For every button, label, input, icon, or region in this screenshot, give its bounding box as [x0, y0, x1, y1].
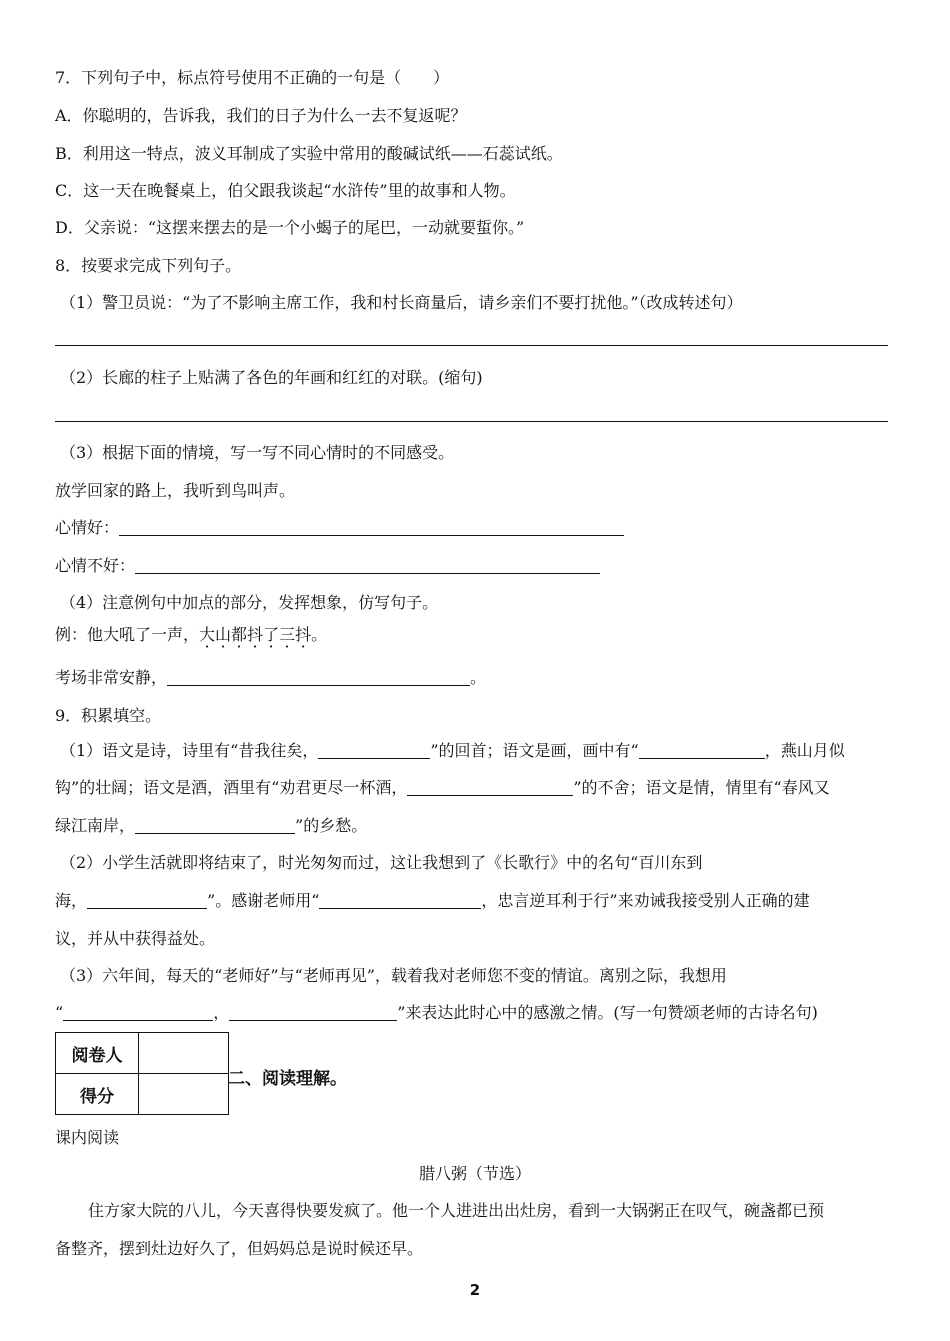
page-number: 2	[469, 1281, 481, 1299]
q9-part1-line1	[60, 740, 845, 762]
q9-p3-text-b: ，	[213, 1003, 230, 1022]
q9-p2-text-a: 海，	[55, 891, 88, 910]
q9-stem: 9．积累填空。	[55, 706, 162, 725]
q9-p1-text-f: 绿江南岸，	[55, 816, 136, 835]
q8-part3-good-blank[interactable]	[119, 519, 624, 536]
q8-part1-answer-line[interactable]	[55, 345, 888, 346]
q8-part4: （4）注意例句中加点的部分，发挥想象，仿写句子。	[60, 593, 439, 612]
q8-part4-example-suffix: 。	[311, 625, 328, 644]
q9-p1-text-e: ”的不舍；语文是情，情里有“春风又	[573, 778, 830, 797]
q8-part2: （2）长廊的柱子上贴满了各色的年画和红红的对联。(缩句)	[60, 368, 483, 387]
q9-p1-blank-1[interactable]	[318, 742, 430, 759]
q9-p3-blank-1[interactable]	[63, 1004, 213, 1021]
q8-part4-task-text: 考场非常安静，	[55, 668, 168, 687]
q9-part1-line2	[55, 777, 830, 799]
q7-option-b: B．利用这一特点，波义耳制成了实验中常用的酸碱试纸——石蕊试纸。	[55, 144, 563, 163]
q7-option-d: D．父亲说：“这摆来摆去的是一个小蝎子的尾巴，一动就要蜇你。”	[55, 218, 525, 237]
q7-option-c: C．这一天在晚餐桌上，伯父跟我谈起“水浒传”里的故事和人物。	[55, 181, 516, 200]
q9-part1-line3	[55, 815, 367, 837]
q9-p1-text-d: 钩”的壮阔；语文是酒，酒里有“劝君更尽一杯酒，	[55, 778, 408, 797]
score-cell[interactable]	[139, 1074, 229, 1115]
q9-p1-blank-2[interactable]	[639, 742, 765, 759]
dotted-char: 都	[231, 625, 248, 644]
q9-part2-line3: 议，并从中获得益处。	[55, 929, 216, 948]
q8-part3-bad-blank[interactable]	[135, 557, 600, 574]
dotted-char: 大	[199, 625, 216, 644]
q8-stem: 8．按要求完成下列句子。	[55, 256, 242, 275]
q9-p2-blank-2[interactable]	[319, 892, 481, 909]
q9-p3-blank-2[interactable]	[229, 1004, 397, 1021]
q9-part2-line1: （2）小学生活就即将结束了，时光匆匆而过，这让我想到了《长歌行》中的名句“百川东到	[60, 853, 703, 872]
q9-p3-text-c: ”来表达此时心中的感激之情。(写一句赞颂老师的古诗名句)	[397, 1003, 818, 1022]
q9-p1-blank-3[interactable]	[407, 779, 573, 796]
q8-part3-good-row	[55, 517, 624, 539]
q9-p1-text-b: ”的回首；语文是画，画中有“	[430, 741, 639, 760]
dotted-char: 抖	[295, 625, 312, 644]
q9-part3-line1: （3）六年间，每天的“老师好”与“老师再见”，载着我对老师您不变的情谊。离别之际，我想用	[60, 966, 727, 985]
q9-p2-text-b: ”。感谢老师用“	[207, 891, 320, 910]
q8-part4-example-dotted	[199, 625, 311, 644]
q9-p1-text-a: （1）语文是诗，诗里有“昔我往矣，	[60, 741, 319, 760]
q9-p3-text-a: “	[55, 1003, 64, 1022]
q8-part4-task-end: 。	[470, 668, 487, 687]
grader-cell[interactable]	[139, 1033, 229, 1074]
dotted-char: 三	[279, 625, 296, 644]
q8-part4-task	[55, 667, 486, 689]
grader-label: 阅卷人	[56, 1033, 139, 1074]
dotted-char: 抖	[247, 625, 264, 644]
dotted-char: 山	[215, 625, 232, 644]
dotted-char: 了	[263, 625, 280, 644]
q9-p1-text-c: ，燕山月似	[764, 741, 845, 760]
q8-part4-task-blank[interactable]	[167, 669, 470, 686]
q7-stem: 7．下列句子中，标点符号使用不正确的一句是（ ）	[55, 68, 450, 87]
q7-option-a: A．你聪明的，告诉我，我们的日子为什么一去不复返呢？	[55, 106, 467, 125]
q8-part1: （1）警卫员说：“为了不影响主席工作，我和村长商量后，请乡亲们不要打扰他。”（改成转述句）	[60, 293, 743, 312]
q8-part4-example-prefix: 例：他大吼了一声，	[55, 625, 200, 644]
q9-part2-line2	[55, 890, 810, 912]
q8-part3: （3）根据下面的情境，写一写不同心情时的不同感受。	[60, 443, 455, 462]
q8-part3-bad-row	[55, 555, 600, 577]
q8-part3-scene: 放学回家的路上，我听到鸟叫声。	[55, 481, 296, 500]
q8-part4-example	[55, 624, 327, 646]
reading-paragraph-line1: 住方家大院的八儿，今天喜得快要发疯了。他一个人进进出出灶房，看到一大锅粥正在叹气，碗盏都已预	[88, 1201, 825, 1220]
q8-part2-answer-line[interactable]	[55, 421, 888, 422]
reading-category: 课内阅读	[55, 1128, 120, 1147]
q8-part3-good-label: 心情好：	[55, 518, 120, 537]
q8-part3-bad-label: 心情不好：	[55, 556, 136, 575]
q9-p2-blank-1[interactable]	[87, 892, 207, 909]
q9-p1-text-g: ”的乡愁。	[295, 816, 368, 835]
reading-paragraph-line2: 备整齐，摆到灶边好久了，但妈妈总是说时候还早。	[55, 1239, 424, 1258]
q9-p2-text-c: ，忠言逆耳利于行”来劝诫我接受别人正确的建	[481, 891, 810, 910]
score-table	[55, 1032, 229, 1115]
reading-title: 腊八粥（节选）	[418, 1164, 531, 1183]
score-label: 得分	[56, 1074, 139, 1115]
section-title: 二、阅读理解。	[228, 1069, 347, 1089]
q9-part3-line2	[55, 1002, 818, 1024]
q9-p1-blank-4[interactable]	[135, 817, 295, 834]
